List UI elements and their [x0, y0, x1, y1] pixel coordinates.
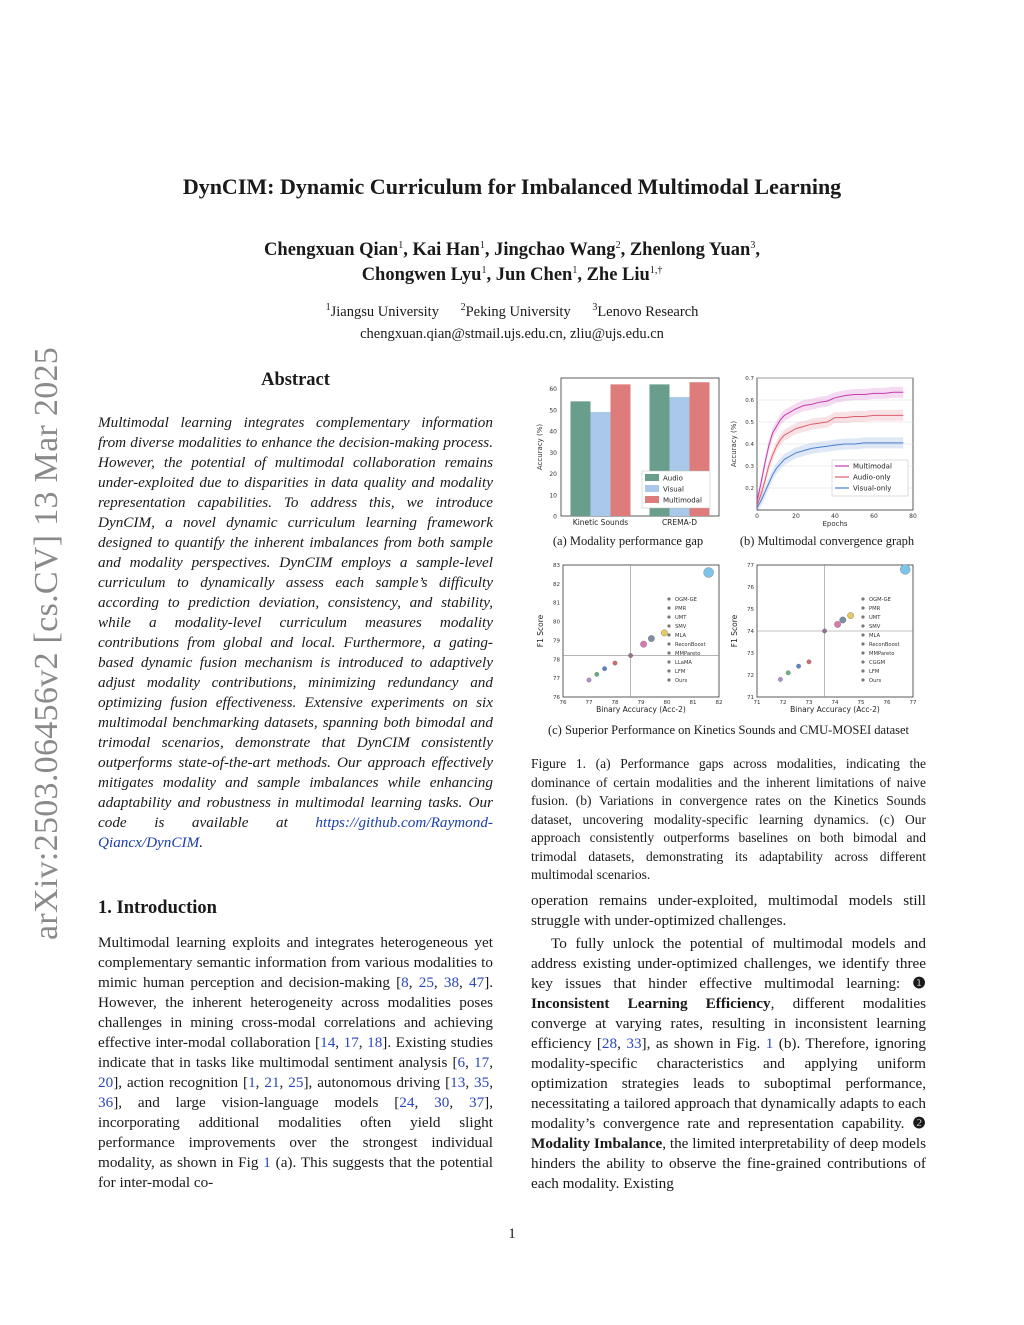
author-emails: chengxuan.qian@stmail.ujs.edu.cn, zliu@ujs.edu.cn: [360, 326, 664, 342]
y-tick-label: 74: [747, 629, 754, 635]
code-link[interactable]: https://github.com/Raymond-Qiancx/DynCIM: [98, 814, 493, 851]
legend-label: CGGM: [869, 660, 886, 666]
chart-cmu-mosei: [727, 557, 927, 717]
legend-marker: [667, 633, 670, 636]
page-number: 1: [508, 1226, 516, 1242]
citation[interactable]: 1: [248, 1074, 256, 1091]
bar-multimodal: [611, 384, 631, 516]
y-tick-label: 72: [747, 673, 754, 679]
x-tick-label: 80: [909, 513, 917, 520]
legend-label: ReconBoost: [869, 642, 900, 648]
y-tick-label: 50: [549, 407, 557, 415]
y-tick-label: 71: [747, 695, 754, 701]
citation[interactable]: 47: [469, 974, 485, 991]
legend-label: Ours: [869, 678, 882, 684]
key-issues-paragraph: To fully unlock the potential of multimodal models and address existing under-optimized challenges, we identify three key issues that hinder effective multimodal learning: ❶ Inconsistent Learning Efficiency, different modalities converge at varying rates, resulting in inconsistent learning efficiency [28, 33], as shown in Fig. 1 (b). Therefore, ignoring modality-specific characteristics and applying uniform optimization strategies leads to suboptimal performance, necessitating a tailored approach that dynamically adapts to each modality’s convergence rate and representation capability. ❷ Modality Imbalance, the limited interpretability of deep models hinders the ability to observe the fine-grained contributions of each modality. Existing: [531, 935, 927, 1192]
y-tick-label: 78: [553, 657, 560, 664]
y-axis-label: Accuracy (%): [730, 420, 738, 468]
x-tick-label: 77: [909, 700, 917, 706]
legend-marker: [861, 606, 864, 609]
y-tick-label: 82: [553, 581, 560, 588]
figure-caption: Figure 1. (a) Performance gaps across modalities, indicating the dominance of certain modalities and the inherent limitations of naive fusion. (b) Variations in convergence rates on the Kinetics Sounds dataset, uncovering modality-specific learning dynamics. (c) Our approach consistently outperforms baselines on both bimodal and trimodal datasets, demonstrating its adaptability across different multimodal scenarios.: [531, 756, 926, 882]
data-point: [822, 629, 826, 633]
author: Jun Chen: [495, 265, 573, 286]
citation[interactable]: 17: [474, 1054, 490, 1071]
author-line-1: Chengxuan Qian$^1$, Kai Han$^1$, Jingchao Wang$^2$, Zhenlong Yuan$^3$,: [264, 240, 760, 261]
legend-marker: [667, 660, 670, 663]
data-point: [661, 630, 667, 636]
legend-marker: [861, 597, 864, 600]
citation[interactable]: 35: [474, 1074, 490, 1091]
y-axis-label: F1 Score: [536, 614, 545, 648]
y-tick-label: 73: [747, 651, 754, 657]
x-tick-label: 75: [857, 700, 865, 706]
y-tick-label: 40: [549, 428, 557, 436]
citation[interactable]: 13: [450, 1074, 466, 1091]
y-tick-label: 0.4: [745, 442, 754, 448]
y-tick-label: 20: [549, 471, 557, 479]
citation[interactable]: 37: [468, 1094, 485, 1111]
data-point: [840, 617, 846, 623]
line-chart-svg: [727, 370, 927, 530]
legend-label: OGM-GE: [869, 597, 891, 603]
legend-marker: [861, 642, 864, 645]
author-line-2: Chongwen Lyu$^1$, Jun Chen$^1$, Zhe Liu$^{1,\dagger}$: [361, 265, 663, 286]
x-tick-label: 76: [559, 700, 567, 706]
legend-marker: [667, 615, 670, 618]
data-point: [796, 664, 800, 668]
y-tick-label: 75: [747, 607, 754, 613]
x-category-label: CREMA-D: [661, 518, 698, 527]
citation[interactable]: 33: [626, 1035, 642, 1052]
chart-modality-gap: [533, 370, 723, 530]
legend-marker: [861, 624, 864, 627]
legend-label: PMR: [675, 606, 687, 612]
x-axis-label: Epochs: [822, 520, 848, 528]
data-point: [613, 661, 617, 665]
legend-label: UMT: [675, 615, 687, 621]
scatter-chart-svg: [533, 557, 723, 717]
affiliations: $^1$Jiangsu University $^2$Peking University $^3$Lenovo Research: [325, 302, 699, 320]
citation[interactable]: 25: [418, 974, 434, 991]
x-tick-label: 0: [755, 513, 759, 520]
author: Zhenlong Yuan: [629, 240, 751, 261]
legend-marker: [861, 615, 864, 618]
legend-label: OGM-GE: [675, 597, 697, 603]
y-tick-label: 0.7: [745, 376, 754, 382]
x-tick-label: 81: [689, 700, 697, 706]
x-tick-label: 74: [831, 700, 839, 706]
legend-label: SMV: [869, 624, 881, 630]
data-point: [628, 653, 632, 657]
legend-swatch: [645, 474, 659, 481]
data-point: [587, 678, 591, 682]
data-point: [595, 672, 599, 676]
legend-marker: [667, 651, 670, 654]
data-point: [900, 564, 910, 574]
legend-label: MLA: [675, 633, 687, 639]
citation[interactable]: 38: [443, 974, 460, 991]
x-tick-label: 40: [831, 513, 839, 520]
author: Chongwen Lyu: [361, 265, 482, 286]
data-point: [704, 568, 714, 578]
author: Jingchao Wang: [494, 240, 616, 261]
legend-marker: [861, 660, 864, 663]
y-tick-label: 76: [553, 695, 560, 701]
citation[interactable]: 25: [288, 1074, 304, 1091]
x-tick-label: 72: [779, 700, 787, 706]
data-point: [648, 635, 654, 641]
legend-label: Visual: [663, 485, 684, 494]
abstract-heading: Abstract: [261, 370, 330, 390]
chart-convergence: [727, 370, 927, 530]
legend-marker: [667, 669, 670, 672]
legend-label: Audio-only: [853, 473, 891, 482]
x-tick-label: 78: [611, 700, 619, 706]
legend-marker: [667, 678, 670, 681]
x-tick-label: 20: [792, 513, 800, 520]
legend-marker: [861, 633, 864, 636]
legend-label: SMV: [675, 624, 687, 630]
issue-2-label: ❷ Modality Imbalance: [531, 1115, 926, 1152]
data-point: [640, 641, 646, 647]
x-category-label: Kinetic Sounds: [572, 518, 629, 527]
citation[interactable]: 36: [98, 1094, 114, 1111]
legend-marker: [861, 669, 864, 672]
y-tick-label: 77: [553, 676, 560, 683]
bar-chart-svg: [533, 370, 723, 530]
paragraph-continuation: operation remains under-exploited, multimodal models still struggle with under-optimized challenges.: [531, 892, 926, 929]
citation[interactable]: 18: [367, 1034, 383, 1051]
y-tick-label: 0.3: [745, 464, 754, 470]
legend-label: MLA: [869, 633, 881, 639]
citation[interactable]: 14: [320, 1034, 336, 1051]
legend-label: Visual-only: [853, 484, 892, 493]
x-tick-label: 71: [753, 700, 761, 706]
legend-label: LFM: [675, 669, 686, 675]
citation[interactable]: 17: [343, 1034, 359, 1051]
data-point: [786, 671, 790, 675]
y-tick-label: 0.2: [745, 486, 754, 492]
subcaption-c: (c) Superior Performance on Kinetics Sounds and CMU-MOSEI dataset: [547, 723, 910, 737]
author: Kai Han: [412, 240, 480, 261]
figure-reference[interactable]: 1: [765, 1035, 774, 1052]
bar-visual: [591, 412, 611, 516]
introduction-paragraph: Multimodal learning exploits and integrates heterogeneous yet complementary semantic information from various modalities to mimic human perception and decision-making [8, 25, 38, 47]. However, the inherent heterogeneity across modalities poses challenges in mining cross-modal correlations and achieving effective inter-modal collaboration [14, 17, 18]. Existing studies indicate that in tasks like multimodal sentiment analysis [6, 17, 20], action recognition [1, 21, 25], autonomous driving [13, 35, 36], and large vision-language models [24, 30, 37], incorporating additional modalities often yield slight performance improvements over the strongest individual modality, as shown in Fig 1 (a). This suggests that the potential for inter-modal co-: [98, 934, 494, 1191]
y-tick-label: 0: [553, 513, 557, 521]
y-tick-label: 80: [553, 619, 560, 626]
legend-label: UMT: [869, 615, 881, 621]
x-axis-label: Binary Accuracy (Acc-2): [596, 705, 686, 714]
y-tick-label: 83: [553, 563, 560, 569]
legend-label: LFM: [869, 669, 880, 675]
citation[interactable]: 28: [601, 1035, 618, 1052]
citation[interactable]: 21: [264, 1074, 280, 1091]
legend-label: PMR: [869, 606, 881, 612]
data-point: [602, 667, 606, 671]
y-tick-label: 60: [549, 386, 557, 394]
issue-1-label: ❶ Inconsistent Learning Efficiency: [531, 975, 926, 1012]
x-axis-label: Binary Accuracy (Acc-2): [790, 705, 880, 714]
legend-marker: [667, 597, 670, 600]
scatter-chart-svg: [727, 557, 927, 717]
author: Chengxuan Qian: [264, 240, 399, 261]
legend-label: MMPareto: [675, 651, 701, 657]
subcaption-b: (b) Multimodal convergence graph: [739, 534, 915, 548]
legend-marker: [861, 651, 864, 654]
legend-marker: [861, 678, 864, 681]
arxiv-identifier: arXiv:2503.06456v2 [cs.CV] 13 Mar 2025: [28, 346, 65, 940]
data-point: [847, 612, 853, 618]
y-tick-label: 0.5: [745, 420, 754, 426]
legend-swatch: [645, 485, 659, 492]
legend-swatch: [645, 496, 659, 503]
paper-title: DynCIM: Dynamic Curriculum for Imbalanced Multimodal Learning: [182, 174, 842, 199]
legend-label: Ours: [675, 678, 688, 684]
citation[interactable]: 6: [457, 1054, 466, 1071]
plot-frame: [563, 565, 719, 697]
y-tick-label: 76: [747, 585, 754, 591]
figure-reference[interactable]: 1: [263, 1154, 271, 1171]
y-axis-label: Accuracy (%): [536, 423, 544, 471]
y-axis-label: F1 Score: [730, 614, 739, 648]
legend-label: Audio: [663, 474, 683, 483]
x-tick-label: 79: [637, 700, 645, 706]
chart-kinetics-sounds: [533, 557, 723, 717]
legend-label: Multimodal: [663, 496, 702, 505]
citation[interactable]: 30: [434, 1094, 450, 1111]
y-tick-label: 77: [747, 563, 754, 569]
citation[interactable]: 24: [399, 1094, 415, 1111]
data-point: [834, 621, 840, 627]
author: Zhe Liu: [586, 265, 650, 286]
x-tick-label: 80: [663, 700, 671, 706]
y-tick-label: 10: [549, 492, 557, 500]
citation[interactable]: 20: [98, 1074, 114, 1091]
x-tick-label: 73: [805, 700, 813, 706]
x-tick-label: 76: [883, 700, 891, 706]
legend-label: ReconBoost: [675, 642, 706, 648]
legend-label: Multimodal: [853, 462, 892, 471]
legend-label: MMPareto: [869, 651, 895, 657]
data-point: [778, 677, 782, 681]
bar-audio: [571, 401, 591, 516]
legend-marker: [667, 624, 670, 627]
x-tick-label: 82: [715, 700, 723, 706]
y-tick-label: 30: [549, 449, 557, 457]
x-tick-label: 77: [585, 700, 593, 706]
y-tick-label: 81: [553, 600, 560, 607]
abstract-body: Multimodal learning integrates complementary information from diverse modalities to enhance the decision-making process. However, the potential of multimodal collaboration remains under-exploited due to disparities in data quality and modality representation capabilities. To address this, we introduce DynCIM, a novel dynamic curriculum learning framework designed to quantify the inherent imbalances from both sample and modality perspectives. DynCIM employs a sample-level curriculum to dynamically assess each sample’s difficulty according to prediction deviation, consistency, and stability, while a modality-level curriculum measures modality contributions from global and local. Furthermore, a gating-based dynamic fusion mechanism is introduced to adaptively adjust modality contributions, minimizing redundancy and optimizing fusion effectiveness. Extensive experiments on six multimodal benchmarking datasets, spanning both bimodal and trimodal scenarios, demonstrate that DynCIM consistently outperforms state-of-the-art methods. Our approach effectively mitigates modality and sample imbalances while enhancing adaptability and robustness in multimodal learning tasks. Our code is available at https://github.com/Raymond-Qiancx/DynCIM.: [98, 414, 493, 851]
citation[interactable]: 8: [401, 974, 409, 991]
legend-label: LLaMA: [675, 660, 692, 666]
section-heading-introduction: 1. Introduction: [98, 898, 217, 918]
y-tick-label: 79: [553, 638, 560, 645]
data-point: [807, 660, 811, 664]
subcaption-a: (a) Modality performance gap: [552, 534, 704, 548]
legend-marker: [667, 606, 670, 609]
y-tick-label: 0.6: [745, 398, 754, 404]
x-tick-label: 60: [870, 513, 878, 520]
legend-marker: [667, 642, 670, 645]
